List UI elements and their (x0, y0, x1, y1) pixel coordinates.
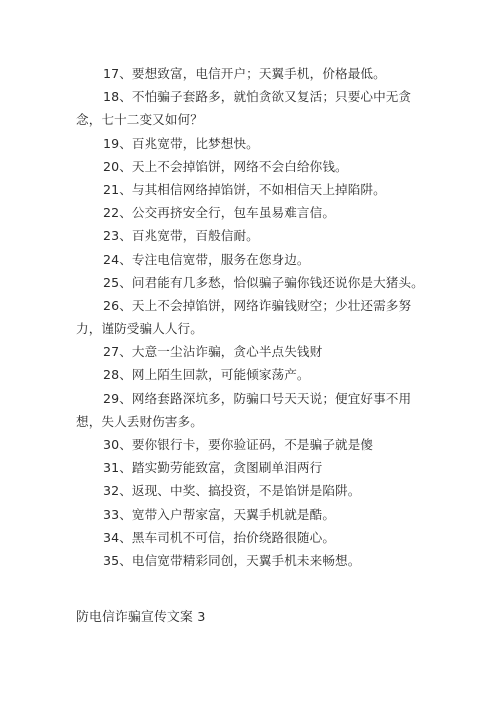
slogan-22: 22、公交再挤安全行，包车虽易难言信。 (103, 205, 336, 221)
slogan-17: 17、要想致富，电信开户；天翼手机，价格最低。 (103, 66, 386, 81)
slogan-29-continued: 想，失人丢财伤害多。 (76, 413, 203, 429)
slogan-33: 33、宽带入户帮家富，天翼手机就是酷。 (103, 506, 336, 522)
slogan-21: 21、与其相信网络掉馅饼，不如相信天上掉陷阱。 (103, 181, 386, 197)
slogan-23: 23、百兆宽带，百般信耐。 (103, 228, 259, 244)
slogan-29: 29、网络套路深坑多，防骗口号天天说；便宜好事不用 (103, 390, 412, 406)
slogan-31: 31、踏实勤劳能致富，贪图刷单泪两行 (103, 460, 323, 476)
slogan-34: 34、黑车司机不可信，抬价绕路很随心。 (103, 529, 336, 545)
slogan-26: 26、天上不会掉馅饼，网络诈骗钱财空；少壮还需多努 (103, 297, 412, 313)
slogan-27: 27、大意一尘沾诈骗，贪心半点失钱财 (103, 344, 323, 360)
slogan-35: 35、电信宽带精彩同创，天翼手机未来畅想。 (103, 552, 361, 568)
slogan-32: 32、返现、中奖、搞投资，不是馅饼是陷阱。 (103, 483, 361, 499)
slogan-20: 20、天上不会掉馅饼，网络不会白给你钱。 (103, 158, 348, 174)
slogan-28: 28、网上陌生回款，可能倾家荡产。 (103, 367, 310, 383)
slogan-list (76, 62, 436, 572)
slogan-19: 19、百兆宽带，比梦想快。 (103, 135, 259, 151)
slogan-18-continued: 念，七十二变又如何？ (76, 112, 203, 128)
section-heading: 防电信诈骗宣传文案 3 (76, 610, 206, 625)
slogan-30: 30、要你银行卡，要你验证码，不是骗子就是傻 (103, 437, 374, 452)
slogan-25: 25、问君能有几多愁，恰似骗子骗你钱还说你是大猪头。 (103, 274, 424, 290)
slogan-26-continued: 力，谨防受骗人人行。 (76, 321, 203, 337)
slogan-24: 24、专注电信宽带，服务在您身边。 (103, 251, 310, 267)
slogan-18: 18、不怕骗子套路多，就怕贪欲又复活；只要心中无贪 (103, 89, 412, 105)
